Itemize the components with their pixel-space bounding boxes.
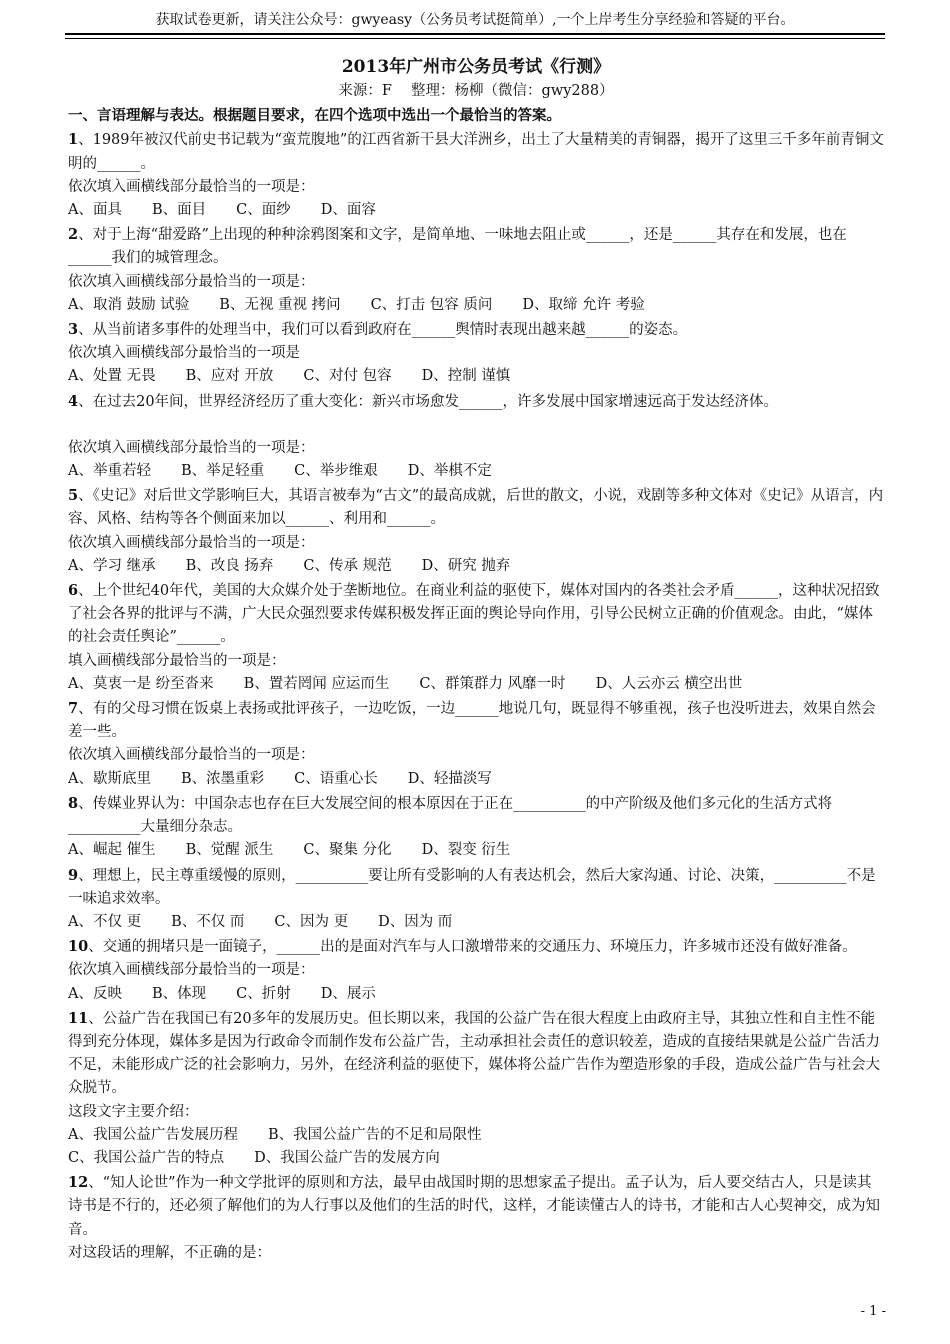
question-stem: 、交通的拥堵只是一面镜子，______出的是面对汽车与人口激增带来的交通压力、环境压力，许多城市还没有做好准备。 [88,939,857,956]
question-stem: 、《史记》对后世文学影响巨大，其语言被奉为“古文”的最高成就，后世的散文，小说，戏剧等多种文体对《史记》从语言，内容、风格、结构等各个侧面来加以______、利用和______。 [68,488,884,528]
option-row [68,839,884,862]
option-a[interactable]: A、反映 [68,985,122,1002]
question-number: 5 [68,487,79,505]
question-stem: 、对于上海“甜爱路”上出现的种种涂鸦图案和文字，是简单地、一味地去阻止或______，还是______其存在和发展，也在______我们的城管理念。 [68,227,847,267]
question-stem: 、传媒业界认为：中国杂志也存在巨大发展空间的根本原因在于正在__________的中产阶级及他们多元化的生活方式将__________大量细分杂志。 [68,795,833,836]
option-a[interactable]: A、我国公益广告发展历程 [68,1126,238,1143]
question-stem: 、理想上，民主尊重缓慢的原则，__________要让所有受影响的人有表达机会，然后大家沟通、讨论、决策，__________不是一味追求效率。 [68,867,876,907]
question-number: 2 [68,226,79,244]
option-c[interactable]: C、传承 规范 [303,557,392,574]
question-stem: 、上个世纪40年代，美国的大众媒介处于垄断地位。在商业利益的驱使下，媒体对国内的各类社会矛盾______，这种状况招致了社会各界的批评与不满，广大民众强烈要求传媒积极发挥正面的舆论导向作用，引导公民树立正确的价值观念。由此，“媒体的社会责任舆论”______。 [68,583,880,646]
option-b[interactable]: B、觉醒 派生 [185,842,274,859]
question-prompt: 填入画横线部分最恰当的一项是： [68,652,286,669]
option-d[interactable]: D、人云亦云 横空出世 [595,675,743,692]
option-d[interactable]: D、举棋不定 [407,463,492,480]
option-c[interactable]: C、打击 包容 质问 [370,296,493,313]
question-4 [68,390,884,414]
question-stem: 、从当前诸多事件的处理当中，我们可以看到政府在______舆情时表现出越来越______的姿态。 [78,322,688,339]
option-d[interactable]: D、面容 [320,202,376,219]
question-stem: 、有的父母习惯在饭桌上表扬或批评孩子，一边吃饭，一边______地说几句，既显得不够重视，孩子也没听进去，效果自然会差一些。 [68,701,876,741]
question-prompt: 依次填入画横线部分最恰当的一项是： [68,439,315,456]
option-row [68,911,884,934]
question-5 [68,484,884,531]
option-row [68,768,884,791]
option-b[interactable]: B、不仅 而 [171,913,245,930]
document-body [68,54,884,1265]
header-rule [65,33,885,35]
question-7 [68,697,884,744]
question-10 [68,935,884,959]
question-number: 9 [68,866,79,884]
option-a[interactable]: A、不仅 更 [68,913,142,930]
option-b[interactable]: B、我国公益广告的不足和局限性 [267,1126,482,1143]
option-a[interactable]: A、歇斯底里 [68,770,151,787]
question-number: 11 [68,1009,89,1027]
option-d[interactable]: D、裂变 衍生 [421,842,511,859]
option-b[interactable]: B、应对 开放 [185,368,274,385]
question-number: 1 [68,131,79,149]
question-prompt: 对这段话的理解，不正确的是： [68,1244,271,1261]
option-row [68,1124,884,1147]
option-b[interactable]: B、面目 [151,202,207,219]
section-heading: 一、言语理解与表达。根据题目要求，在四个选项中选出一个最恰当的答案。 [68,107,561,125]
option-row [68,460,884,483]
question-6 [68,579,884,650]
option-a[interactable]: A、取消 鼓励 试验 [68,296,190,313]
question-number: 3 [68,321,79,339]
option-c[interactable]: C、折射 [236,985,291,1002]
option-c[interactable]: C、群策群力 风靡一时 [419,675,566,692]
option-b[interactable]: B、无视 重视 拷问 [219,296,341,313]
question-stem: 、在过去20年间，世界经济经历了重大变化：新兴市场愈发______，许多发展中国家增速远高于发达经济体。 [78,393,779,410]
question-number: 4 [68,392,79,410]
option-row [68,555,884,578]
question-number: 6 [68,582,79,600]
question-prompt: 依次填入画横线部分最恰当的一项是： [68,534,315,551]
doc-title: 2013年广州市公务员考试《行测》 [341,57,611,77]
option-a[interactable]: A、莫衷一是 纷至沓来 [68,675,214,692]
option-c[interactable]: C、我国公益广告的特点 [68,1149,225,1166]
option-c[interactable]: C、面纱 [236,202,291,219]
option-c[interactable]: C、举步维艰 [294,463,378,480]
option-b[interactable]: B、置若罔闻 应运而生 [243,675,390,692]
question-prompt: 依次填入画横线部分最恰当的一项是： [68,962,315,979]
option-d[interactable]: D、轻描淡写 [407,770,492,787]
option-c[interactable]: C、对付 包容 [303,368,392,385]
doc-source: 来源：F 整理：杨柳（微信：gwy288） [338,83,614,99]
question-9 [68,864,884,911]
header-rule-thin [65,38,885,39]
option-a[interactable]: A、崛起 催生 [68,842,156,859]
question-3 [68,318,884,342]
option-row [68,983,884,1006]
question-12 [68,1171,884,1242]
option-row [68,294,884,317]
question-2 [68,223,884,270]
option-b[interactable]: B、体现 [151,985,207,1002]
option-c[interactable]: C、因为 更 [274,913,349,930]
option-d[interactable]: D、我国公益广告的发展方向 [254,1149,440,1166]
option-c[interactable]: C、聚集 分化 [303,842,392,859]
option-a[interactable]: A、学习 继承 [68,557,156,574]
option-a[interactable]: A、处置 无畏 [68,368,156,385]
option-a[interactable]: A、面具 [68,202,122,219]
question-stem: 、“知人论世”作为一种文学批评的原则和方法，最早由战国时期的思想家孟子提出。孟子认为，后人要交结古人，只是读其诗书是不行的，还必须了解他们的为人行事以及他们的生活的时代，这样，才能读懂古人的诗书，才能和古人心契神交，成为知音。 [68,1175,880,1238]
option-row [68,365,884,388]
page-header: 获取试卷更新，请关注公众号：gwyeasy（公务员考试挺简单）,一个上岸考生分享经验和答疑的平台。 [155,12,795,28]
option-d[interactable]: D、控制 谨慎 [421,368,511,385]
option-b[interactable]: B、改良 扬弃 [185,557,274,574]
option-d[interactable]: D、因为 而 [378,913,453,930]
question-prompt: 依次填入画横线部分最恰当的一项是： [68,747,315,764]
option-b[interactable]: B、举足轻重 [180,463,265,480]
question-number: 7 [68,700,79,718]
option-d[interactable]: D、研究 抛弃 [421,557,511,574]
option-row [68,1147,884,1170]
question-stem: 、公益广告在我国已有20多年的发展历史。但长期以来，我国的公益广告在很大程度上由政府主导，其独立性和自主性不能得到充分体现，媒体多是因为行政命令而制作发布公益广告，主动承担社会责任的意识较差，造成的直接结果就是公益广告活力不足，未能形成广泛的社会影响力，另外，在经济利益的驱使下，媒体将公益广告作为塑造形象的手段，造成公益广告与社会大众脱节。 [68,1010,880,1097]
question-number: 10 [68,938,89,956]
option-b[interactable]: B、浓墨重彩 [180,770,265,787]
option-row [68,199,884,222]
option-c[interactable]: C、语重心长 [294,770,378,787]
question-number: 8 [68,794,79,812]
page-number: - 1 - [860,1304,886,1319]
spacer [68,414,884,437]
option-a[interactable]: A、举重若轻 [68,463,151,480]
question-8 [68,792,884,839]
question-prompt: 依次填入画横线部分最恰当的一项是 [68,345,300,362]
question-prompt: 这段文字主要介绍： [68,1103,199,1120]
question-11 [68,1007,884,1101]
option-d[interactable]: D、取缔 允许 考验 [522,296,645,313]
question-stem: 、1989年被汉代前史书记载为“蛮荒腹地”的江西省新干县大洋洲乡，出土了大量精美的青铜器，揭开了这里三千多年前青铜文明的______。 [68,132,884,172]
option-d[interactable]: D、展示 [320,985,376,1002]
question-prompt: 依次填入画横线部分最恰当的一项是： [68,178,315,195]
question-number: 12 [68,1174,89,1192]
option-row [68,673,884,696]
question-1 [68,128,884,175]
question-prompt: 依次填入画横线部分最恰当的一项是： [68,273,315,290]
